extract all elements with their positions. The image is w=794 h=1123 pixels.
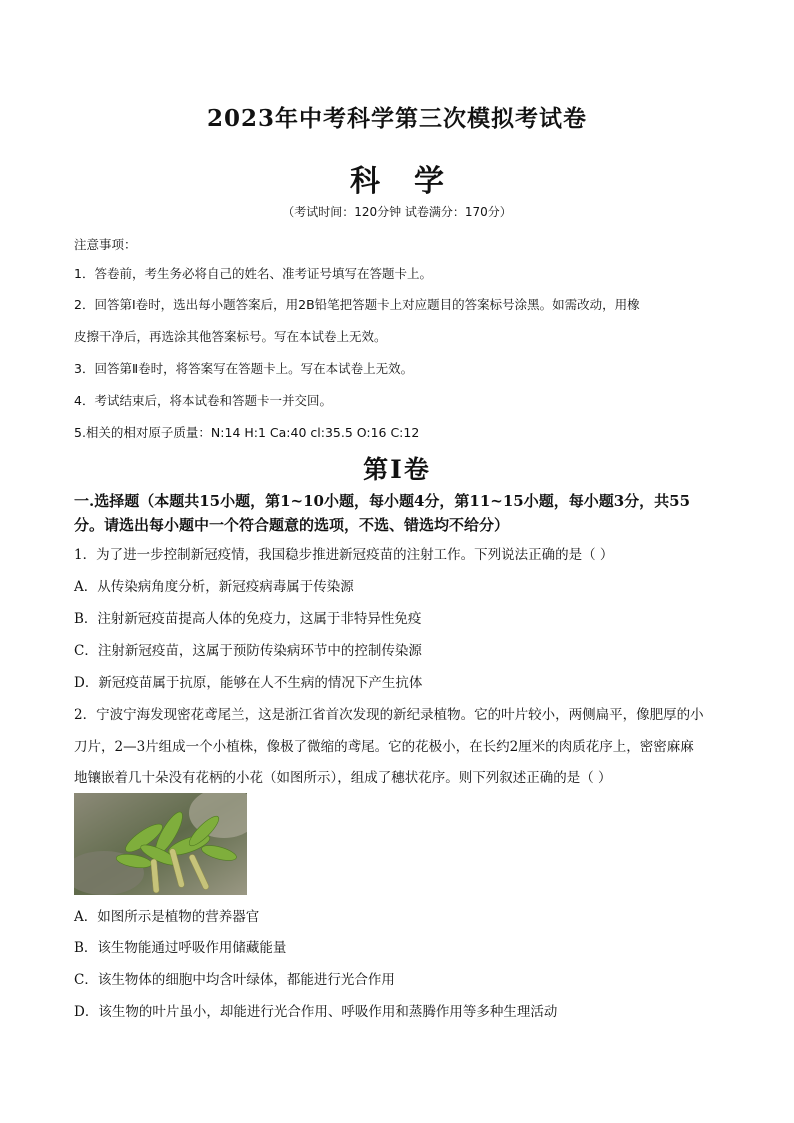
note-item: 3．回答第Ⅱ卷时，将答案写在答题卡上。写在本试卷上无效。 xyxy=(74,361,414,376)
answer-option: D．新冠疫苗属于抗原，能够在人不生病的情况下产生抗体 xyxy=(74,675,423,691)
answer-option: C．注射新冠疫苗，这属于预防传染病环节中的控制传染源 xyxy=(74,643,422,659)
notes-heading: 注意事项： xyxy=(74,237,137,252)
volume-title: 第Ⅰ卷 xyxy=(363,455,431,484)
answer-option: B．该生物能通过呼吸作用储藏能量 xyxy=(74,940,287,956)
answer-option: C．该生物体的细胞中均含叶绿体，都能进行光合作用 xyxy=(74,972,395,988)
note-item: 4．考试结束后，将本试卷和答题卡一并交回。 xyxy=(74,393,332,408)
orchid-photo xyxy=(74,793,247,895)
section-heading: 一.选择题（本题共15小题，第1~10小题，每小题4分，第11~15小题，每小题3分，共55 xyxy=(74,492,691,510)
note-item: 5.相关的相对原子质量：N:14 H:1 Ca:40 cl:35.5 O:16 C:12 xyxy=(74,425,420,440)
exam-info: （考试时间：120分钟 试卷满分：170分） xyxy=(282,205,512,219)
question-stem: 刀片，2—3片组成一个小植株，像极了微缩的鸢尾。它的花极小，在长约2厘米的肉质花序上，密密麻麻 xyxy=(74,739,694,755)
note-item: 2．回答第Ⅰ卷时，选出每小题答案后，用2B铅笔把答题卡上对应题目的答案标号涂黑。如需改动，用橡 xyxy=(74,297,640,312)
answer-option: A．如图所示是植物的营养器官 xyxy=(74,909,260,925)
note-item: 1．答卷前，考生务必将自己的姓名、准考证号填写在答题卡上。 xyxy=(74,266,432,281)
page-title: 2023年中考科学第三次模拟考试卷 xyxy=(206,105,587,132)
question-stem: 1．为了进一步控制新冠疫情，我国稳步推进新冠疫苗的注射工作。下列说法正确的是（ ） xyxy=(74,547,614,563)
subject-title: 科学 xyxy=(350,164,478,199)
note-item: 皮擦干净后，再选涂其他答案标号。写在本试卷上无效。 xyxy=(74,329,387,344)
section-heading: 分。请选出每小题中一个符合题意的选项，不选、错选均不给分） xyxy=(74,516,510,534)
question-stem: 2．宁波宁海发现密花鸢尾兰，这是浙江省首次发现的新纪录植物。它的叶片较小，两侧扁平，像肥厚的小 xyxy=(74,707,704,723)
answer-option: D．该生物的叶片虽小，却能进行光合作用、呼吸作用和蒸腾作用等多种生理活动 xyxy=(74,1004,558,1020)
question-stem: 地镶嵌着几十朵没有花柄的小花（如图所示），组成了穗状花序。则下列叙述正确的是（ ） xyxy=(74,770,612,786)
answer-option: B．注射新冠疫苗提高人体的免疫力，这属于非特异性免疫 xyxy=(74,611,422,627)
answer-option: A．从传染病角度分析，新冠疫病毒属于传染源 xyxy=(74,579,354,595)
